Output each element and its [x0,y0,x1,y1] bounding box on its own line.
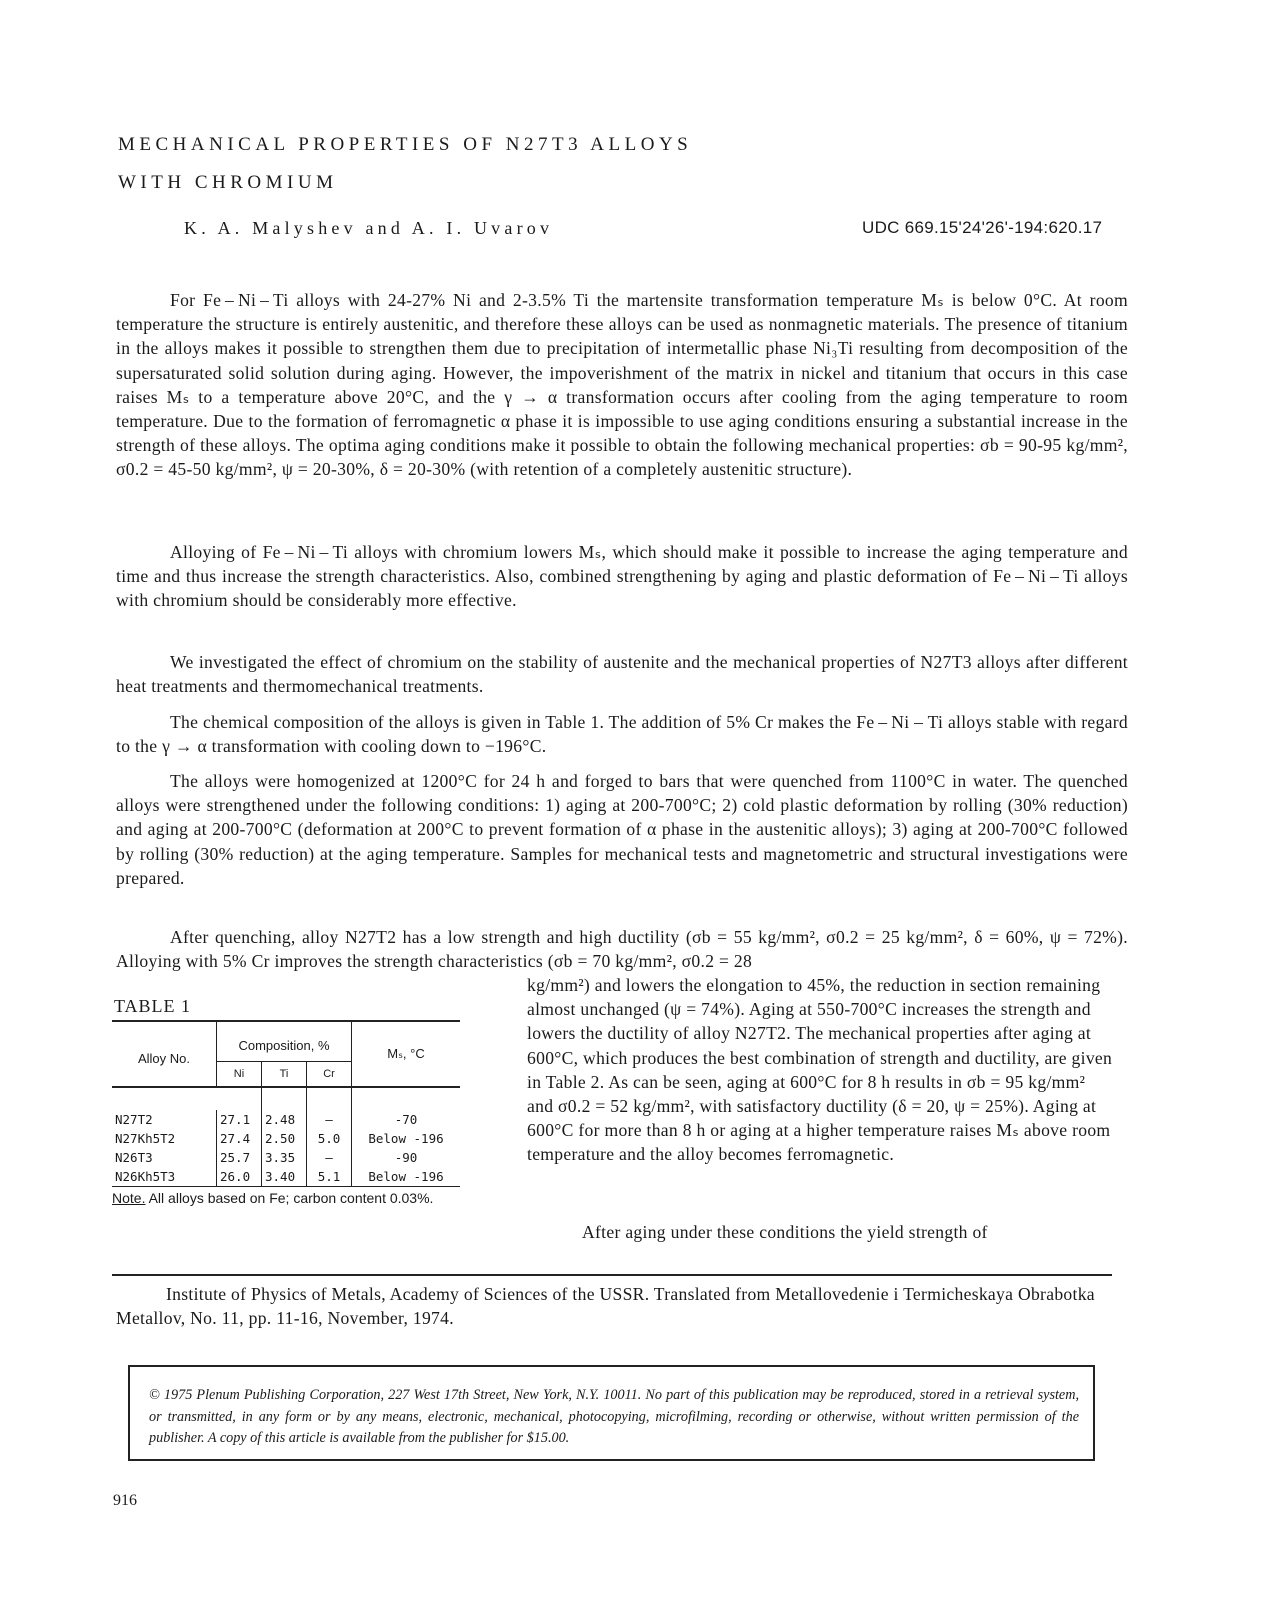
table-note [112,1189,460,1208]
paragraph-2 [116,540,1128,613]
footnote-divider [112,1274,1112,1276]
table-row [112,1148,460,1167]
header-ti: Ti [262,1062,307,1088]
alloy-cell: N27T2 [115,1112,153,1127]
cr-cell: 5.0 [307,1129,352,1148]
cr-cell: 5.1 [307,1167,352,1187]
paragraph-6-text: After quenching, alloy N27T2 has a low strength and high ductility (σb = 55 kg/mm², σ0.2 = 25 kg/mm², δ = 60%, ψ = 72%). Alloying with 5% Cr improves the strength characteristics (σb = 70 kg/mm², σ0.2 = 28 [116,927,1128,972]
article-title-line2: WITH CHROMIUM [118,172,338,193]
header-composition: Composition, % [217,1021,352,1062]
paragraph-5 [116,769,1128,890]
paragraph-8: After aging under these conditions the yield strength of [582,1222,988,1242]
ms-cell: -70 [394,1112,418,1127]
ms-cell: Below -196 [368,1169,444,1184]
composition-table [112,1020,460,1187]
ti-cell: 2.50 [262,1129,307,1148]
udc-code: UDC 669.15'24'26'-194:620.17 [862,218,1103,237]
header-ni: Ni [217,1062,262,1088]
ni-cell: 26.0 [217,1167,262,1187]
ni-cell: 27.4 [217,1129,262,1148]
alloy-cell: N26Kh5T3 [115,1169,176,1184]
authors: K. A. Malyshev and A. I. Uvarov [184,218,554,238]
ni-cell: 25.7 [217,1148,262,1167]
paragraph-7: kg/mm²) and lowers the elongation to 45%, the reduction in section remaining almost unchanged (ψ = 74%). Aging at 550-700°C increases the strength and lowers the ductility of alloy N27T2. The mechanical properties after aging at 600°C, which produces the best combination of strength and ductility, are given in Table 2. As can be seen, aging at 600°C for 8 h results in σb = 95 kg/mm² and σ0.2 = 52 kg/mm², with satisfactory ductility (δ = 20, ψ = 25%). Aging at 600°C for more than 8 h or aging at a higher temperature raises Mₛ above room temperature and the alloy becomes ferromagnetic. [527,975,1113,1165]
header-alloy: Alloy No. [112,1021,217,1087]
table-1 [112,1020,460,1208]
cr-cell: – [307,1148,352,1167]
alloy-cell: N27Kh5T2 [115,1131,176,1146]
cr-cell: – [307,1110,352,1129]
footnote-text: Institute of Physics of Metals, Academy of Sciences of the USSR. Translated from Metallovedenie i Termicheskaya Obrabotka Metallov, No. 11, pp. 11-16, November, 1974. [116,1284,1095,1328]
paragraph-5-text: The alloys were homogenized at 1200°C for 24 h and forged to bars that were quenched from 1100°C in water. The quenched alloys were strengthened under the following conditions: 1) aging at 200-700°C; 2) cold plastic deformation by rolling (30% reduction) and aging at 200-700°C (deformation at 200°C to prevent formation of α phase in the austenitic alloys); 3) aging at 200-700°C followed by rolling (30% reduction) at the aging temperature. Samples for mechanical tests and magnetometric and structural investigations were prepared. [116,771,1128,888]
copyright-box [128,1365,1095,1461]
paragraph-2-text: Alloying of Fe – Ni – Ti alloys with chromium lowers Mₛ, which should make it possible to increase the aging temperature and time and thus increase the strength characteristics. Also, combined strengthening by aging and plastic deformation of Fe – Ni – Ti alloys with chromium should be considerably more effective. [116,542,1128,611]
copyright-notice: © 1975 Plenum Publishing Corporation, 227 West 17th Street, New York, N.Y. 10011. No part of this publication may be reproduced, stored in a retrieval system, or transmitted, in any form or by any means, electronic, mechanical, photocopying, microfilming, recording or otherwise, without written permission of the publisher. A copy of this article is available from the publisher for $15.00. [149,1387,1079,1446]
paragraph-3 [116,650,1128,698]
paragraph-3-text: We investigated the effect of chromium on the stability of austenite and the mechanical properties of N27T3 alloys after different heat treatments and thermomechanical treatments. [116,652,1128,697]
table-note-text: All alloys based on Fe; carbon content 0.03%. [148,1190,434,1206]
ti-cell: 3.35 [262,1148,307,1167]
table-row [112,1167,460,1187]
article-title-line1: MECHANICAL PROPERTIES OF N27T3 ALLOYS [118,134,693,155]
footnote [116,1282,1116,1330]
alloy-cell: N26T3 [115,1150,153,1165]
header-ms: Mₛ, °C [387,1046,425,1061]
paragraph-1-text: For Fe – Ni – Ti alloys with 24-27% Ni and 2-3.5% Ti the martensite transformation temperature Mₛ is below 0°C. At room temperature the structure is entirely austenitic, and therefore these alloys can be used as nonmagnetic materials. The presence of titanium in the alloys makes it possible to strengthen them due to precipitation of intermetallic phase Ni₃Ti resulting from decomposition of the supersaturated solid solution during aging. However, the impoverishment of the matrix in nickel and titanium that occurs in this case raises Mₛ to a temperature above 20°C, and the γ → α transformation occurs after cooling from the aging temperature to room temperature. Due to the formation of ferromagnetic α phase it is impossible to use aging conditions ensuring a substantial increase in the strength of these alloys. The optima aging conditions make it possible to obtain the following mechanical properties: σb = 90-95 kg/mm², σ0.2 = 45-50 kg/mm², ψ = 20-30%, δ = 20-30% (with retention of a completely austenitic structure). [116,290,1128,480]
table-note-label: Note. [112,1190,146,1206]
ti-cell: 2.48 [262,1110,307,1129]
ti-cell: 3.40 [262,1167,307,1187]
paragraph-4-text: The chemical composition of the alloys is given in Table 1. The addition of 5% Cr makes the Fe – Ni – Ti alloys stable with regard to the γ → α transformation with cooling down to −196°C. [116,712,1128,757]
paragraph-4 [116,710,1128,758]
table-row [112,1129,460,1148]
paragraph-1 [116,288,1128,482]
table-row [112,1110,460,1129]
ms-cell: Below -196 [368,1131,444,1146]
paragraph-6 [116,925,1128,973]
table-caption: TABLE 1 [114,996,192,1016]
page-number: 916 [113,1492,137,1509]
header-cr: Cr [307,1062,352,1088]
ms-cell: -90 [394,1150,418,1165]
ni-cell: 27.1 [217,1110,262,1129]
